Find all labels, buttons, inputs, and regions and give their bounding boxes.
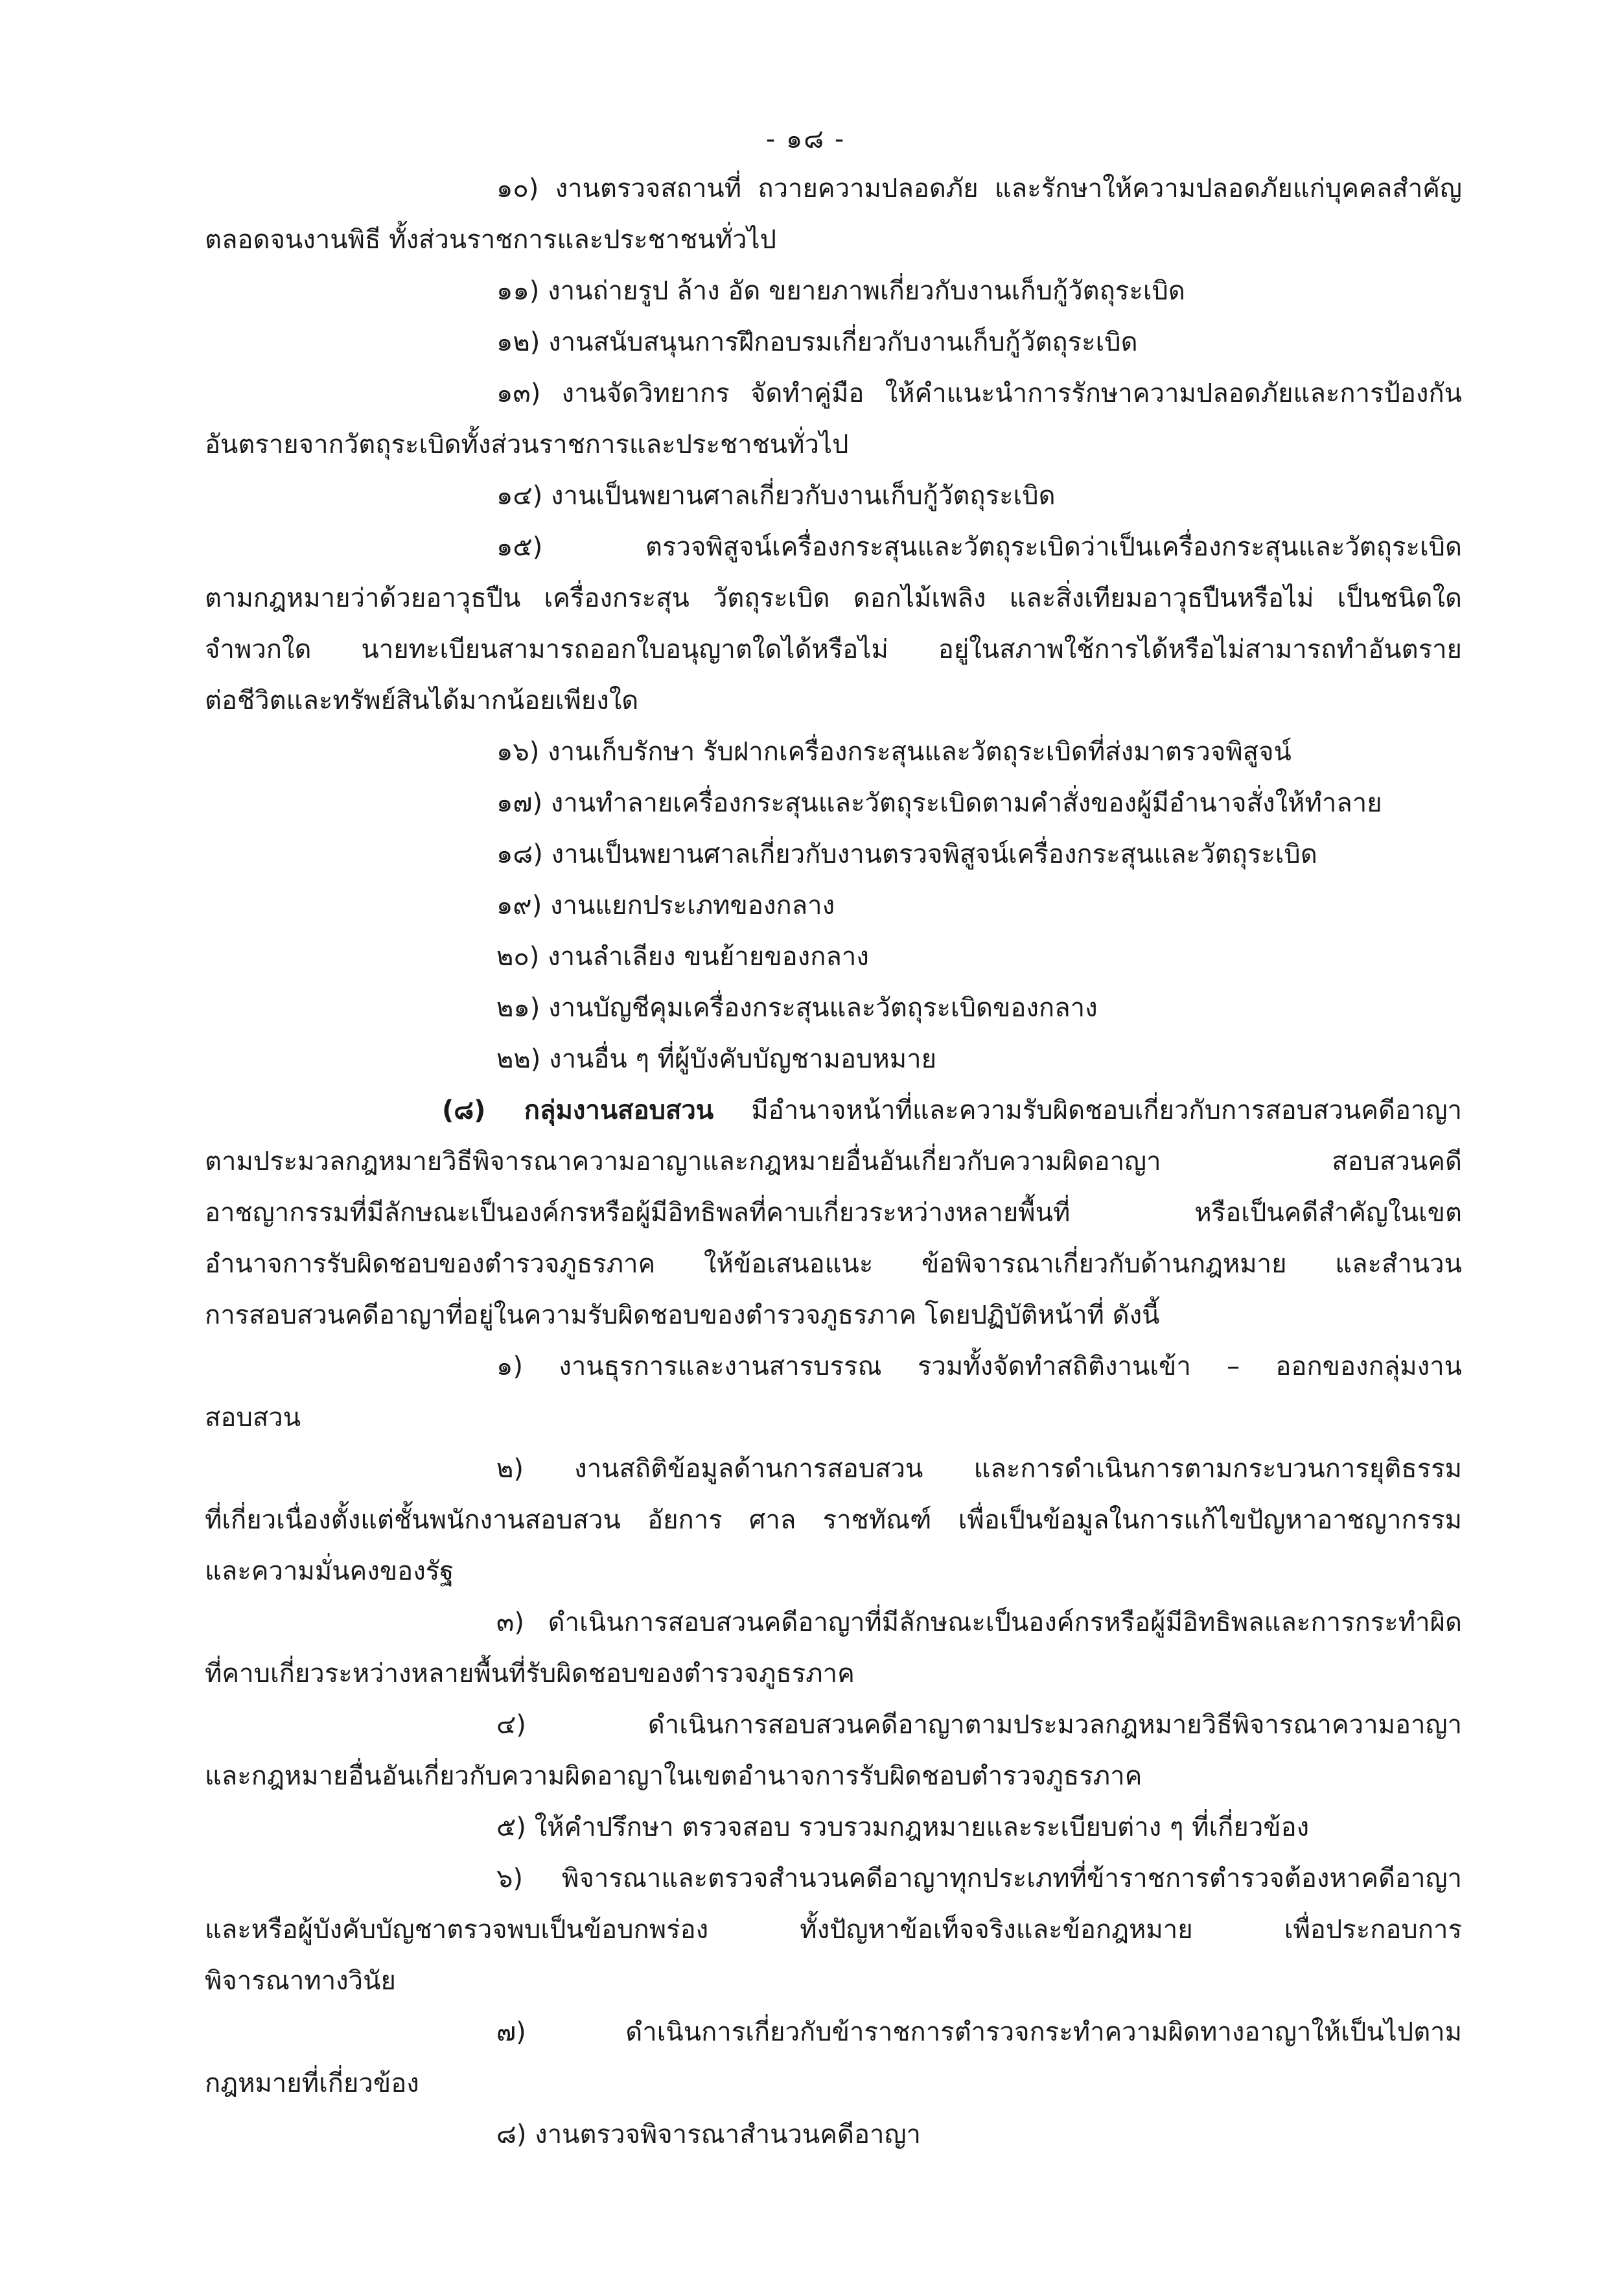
section-intro: มีอำนาจหน้าที่และความรับผิดชอบเกี่ยวกับการสอบสวนคดีอาญา bbox=[713, 1095, 1462, 1125]
paragraph-line: และหรือผู้บังคับบัญชาตรวจพบเป็นข้อบกพร่อง ทั้งปัญหาข้อเท็จจริงและข้อกฎหมาย เพื่อประกอบการ bbox=[205, 1915, 1462, 1945]
paragraph-line: และกฎหมายอื่นอันเกี่ยวกับความผิดอาญาในเขตอำนาจการรับผิดชอบตำรวจภูธรภาค bbox=[205, 1761, 1142, 1791]
paragraph-line: ๗) ดำเนินการเกี่ยวกับข้าราชการตำรวจกระทำความผิดทางอาญาให้เป็นไปตาม bbox=[496, 2017, 1462, 2047]
section-title: (๘) กลุ่มงานสอบสวน bbox=[442, 1095, 714, 1125]
paragraph-line: กฎหมายที่เกี่ยวข้อง bbox=[205, 2068, 419, 2098]
paragraph-line: ตามประมวลกฎหมายวิธีพิจารณาความอาญาและกฎหมายอื่นอันเกี่ยวกับความผิดอาญา สอบสวนคดี bbox=[205, 1147, 1462, 1177]
paragraph-line: ๕) ให้คำปรึกษา ตรวจสอบ รวบรวมกฎหมายและระเบียบต่าง ๆ ที่เกี่ยวข้อง bbox=[496, 1812, 1310, 1842]
paragraph-line: ๑๒) งานสนับสนุนการฝึกอบรมเกี่ยวกับงานเก็บกู้วัตถุระเบิด bbox=[496, 327, 1138, 357]
paragraph-line: ๑) งานธุรการและงานสารบรรณ รวมทั้งจัดทำสถิติงานเข้า – ออกของกลุ่มงาน bbox=[496, 1352, 1462, 1381]
page-number: - ๑๘ - bbox=[765, 124, 846, 154]
paragraph-line: ๔) ดำเนินการสอบสวนคดีอาญาตามประมวลกฎหมายวิธีพิจารณาความอาญา bbox=[496, 1710, 1462, 1740]
paragraph-line: ๑๐) งานตรวจสถานที่ ถวายความปลอดภัย และรักษาให้ความปลอดภัยแก่บุคคลสำคัญ bbox=[496, 174, 1462, 204]
paragraph-line: ๑๘) งานเป็นพยานศาลเกี่ยวกับงานตรวจพิสูจน์เครื่องกระสุนและวัตถุระเบิด bbox=[496, 839, 1317, 869]
paragraph-line: ๒๐) งานลำเลียง ขนย้ายของกลาง bbox=[496, 942, 869, 972]
paragraph-line: ตลอดจนงานพิธี ทั้งส่วนราชการและประชาชนทั่วไป bbox=[205, 225, 777, 255]
paragraph-line: อาชญากรรมที่มีลักษณะเป็นองค์กรหรือผู้มีอิทธิพลที่คาบเกี่ยวระหว่างหลายพื้นที่ หรือเป็นคดีสำคัญในเขต bbox=[205, 1198, 1462, 1228]
paragraph-line: อันตรายจากวัตถุระเบิดทั้งส่วนราชการและประชาชนทั่วไป bbox=[205, 430, 849, 460]
paragraph-line: จำพวกใด นายทะเบียนสามารถออกใบอนุญาตใดได้หรือไม่ อยู่ในสภาพใช้การได้หรือไม่สามารถทำอันตราย bbox=[205, 635, 1462, 664]
paragraph-line: ต่อชีวิตและทรัพย์สินได้มากน้อยเพียงใด bbox=[205, 686, 639, 716]
investigation-duties bbox=[205, 1136, 1462, 2161]
document-body bbox=[205, 163, 1462, 2161]
paragraph-line: อำนาจการรับผิดชอบของตำรวจภูธรภาค ให้ข้อเสนอแนะ ข้อพิจารณาเกี่ยวกับด้านกฎหมาย และสำนวน bbox=[205, 1249, 1462, 1279]
paragraph-line: ๓) ดำเนินการสอบสวนคดีอาญาที่มีลักษณะเป็นองค์กรหรือผู้มีอิทธิพลและการกระทำผิด bbox=[496, 1608, 1462, 1637]
paragraph-line: และความมั่นคงของรัฐ bbox=[205, 1556, 454, 1586]
paragraph-line: ๑๕) ตรวจพิสูจน์เครื่องกระสุนและวัตถุระเบิดว่าเป็นเครื่องกระสุนและวัตถุระเบิด bbox=[496, 532, 1462, 562]
paragraph-line: ที่คาบเกี่ยวระหว่างหลายพื้นที่รับผิดชอบของตำรวจภูธรภาค bbox=[205, 1659, 855, 1689]
paragraph-line: ๒) งานสถิติข้อมูลด้านการสอบสวน และการดำเนินการตามกระบวนการยุติธรรม bbox=[496, 1454, 1462, 1484]
paragraph-line: ๒๒) งานอื่น ๆ ที่ผู้บังคับบัญชามอบหมาย bbox=[496, 1044, 937, 1074]
duty-list-continued bbox=[205, 163, 1462, 1085]
paragraph-line: ๒๑) งานบัญชีคุมเครื่องกระสุนและวัตถุระเบิดของกลาง bbox=[496, 993, 1098, 1023]
section-heading bbox=[205, 1085, 1462, 1136]
paragraph-line: ๑๙) งานแยกประเภทของกลาง bbox=[496, 891, 835, 920]
paragraph-line: การสอบสวนคดีอาญาที่อยู่ในความรับผิดชอบของตำรวจภูธรภาค โดยปฏิบัติหน้าที่ ดังนี้ bbox=[205, 1300, 1160, 1330]
paragraph-line: ๑๗) งานทำลายเครื่องกระสุนและวัตถุระเบิดตามคำสั่งของผู้มีอำนาจสั่งให้ทำลาย bbox=[496, 788, 1382, 818]
paragraph-line: ๑๓) งานจัดวิทยากร จัดทำคู่มือ ให้คำแนะนำการรักษาความปลอดภัยและการป้องกัน bbox=[496, 379, 1462, 408]
paragraph-line: ที่เกี่ยวเนื่องตั้งแต่ชั้นพนักงานสอบสวน อัยการ ศาล ราชทัณฑ์ เพื่อเป็นข้อมูลในการแก้ไขปัญหาอาชญากรรม bbox=[205, 1505, 1462, 1535]
paragraph-line: ๖) พิจารณาและตรวจสำนวนคดีอาญาทุกประเภทที่ข้าราชการตำรวจต้องหาคดีอาญา bbox=[496, 1864, 1462, 1893]
paragraph-line: ตามกฎหมายว่าด้วยอาวุธปืน เครื่องกระสุน วัตถุระเบิด ดอกไม้เพลิง และสิ่งเทียมอาวุธปืนหรือไม่ เป็นชนิดใด bbox=[205, 583, 1462, 613]
paragraph-line: ๑๔) งานเป็นพยานศาลเกี่ยวกับงานเก็บกู้วัตถุระเบิด bbox=[496, 481, 1056, 511]
paragraph-line: ๘) งานตรวจพิจารณาสำนวนคดีอาญา bbox=[496, 2120, 921, 2150]
paragraph-line: ๑๖) งานเก็บรักษา รับฝากเครื่องกระสุนและวัตถุระเบิดที่ส่งมาตรวจพิสูจน์ bbox=[496, 737, 1292, 767]
paragraph-line: ๑๑) งานถ่ายรูป ล้าง อัด ขยายภาพเกี่ยวกับงานเก็บกู้วัตถุระเบิด bbox=[496, 276, 1185, 306]
paragraph-line: สอบสวน bbox=[205, 1403, 301, 1433]
paragraph-line: พิจารณาทางวินัย bbox=[205, 1966, 396, 1996]
